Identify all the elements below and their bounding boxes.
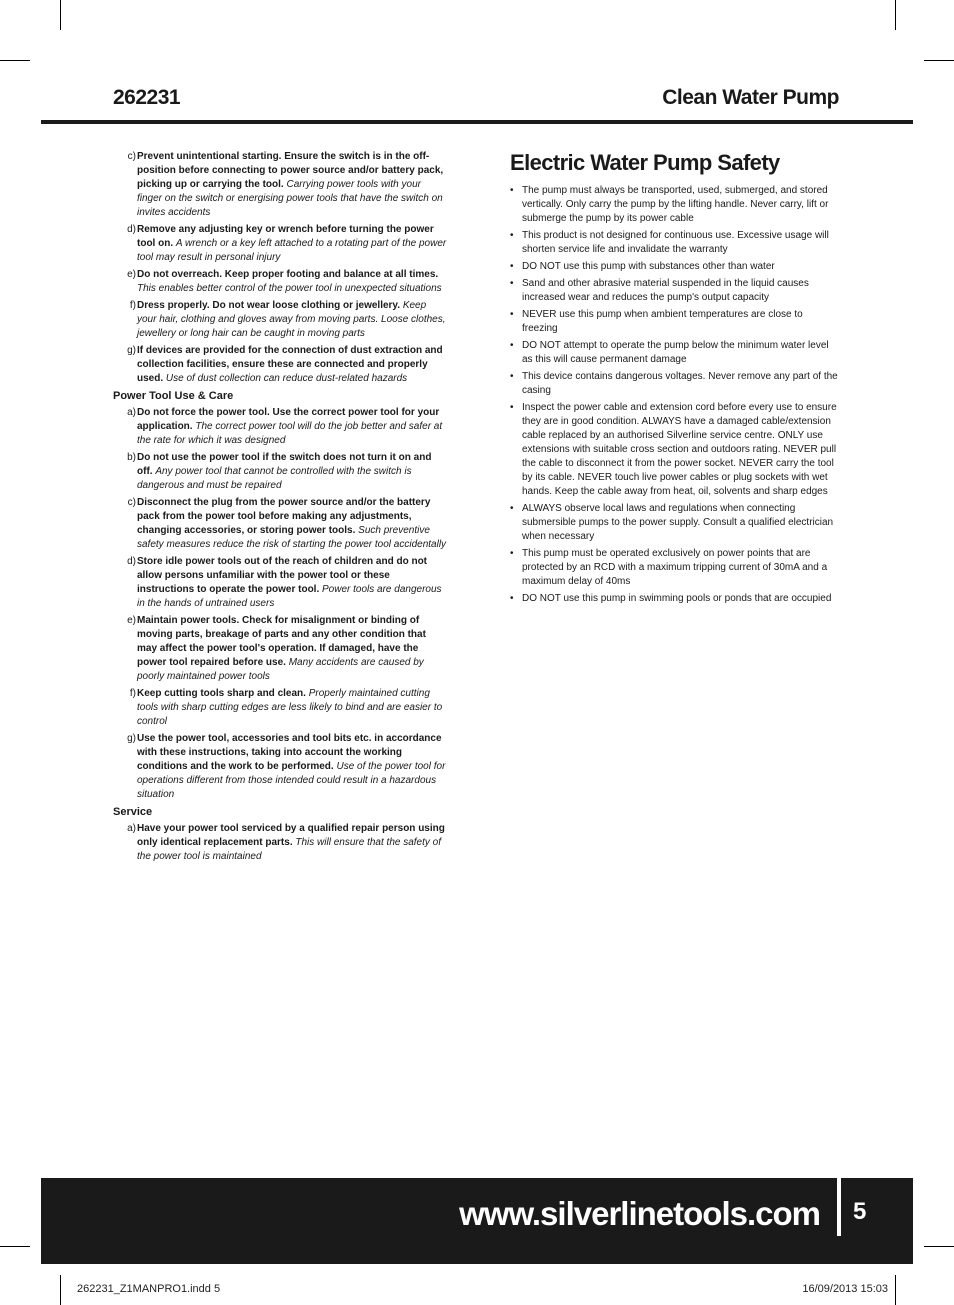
crop-mark bbox=[0, 1246, 30, 1247]
bullet-item bbox=[510, 502, 840, 544]
bullet-icon: • bbox=[510, 593, 514, 604]
bullet-text: This product is not designed for continuous use. Excessive usage will shorten service life and invalidate the warranty bbox=[522, 230, 829, 255]
slug-file: 262231_Z1MANPRO1.indd 5 bbox=[77, 1283, 221, 1295]
left-column bbox=[113, 150, 448, 867]
bullet-icon: • bbox=[510, 261, 514, 272]
bullet-item bbox=[510, 277, 840, 305]
bullet-icon: • bbox=[510, 185, 514, 196]
product-name: Clean Water Pump bbox=[662, 86, 839, 109]
section-title: Electric Water Pump Safety bbox=[510, 150, 780, 175]
slug-datetime: 16/09/2013 15:03 bbox=[802, 1283, 888, 1295]
item-letter: e) bbox=[127, 615, 136, 626]
list-item bbox=[113, 822, 448, 864]
list-item bbox=[113, 344, 448, 386]
items-top-list bbox=[113, 150, 448, 386]
item-letter: c) bbox=[127, 151, 136, 162]
bullet-text: Inspect the power cable and extension cord before every use to ensure they are in good condition. ALWAYS have a damaged cable/extension cable replaced by an authorised Silverline service centre. ONLY use extensions with suitable cross section and outdoors rating. NEVER pull the cable to disconnect it from the power socket. NEVER carry the tool by its cable. NEVER touch live power cables or plug sockets with wet hands. Keep the cable away from heat, oil, solvents and sharp edges bbox=[522, 402, 837, 497]
bullet-icon: • bbox=[510, 309, 514, 320]
item-instruction: Maintain power tools. Check for misalignment or binding of moving parts, breakage of parts and any other condition that may affect the power tool's operation. If damaged, have the power tool repaired before use. bbox=[137, 615, 426, 668]
bullet-icon: • bbox=[510, 230, 514, 241]
items-service-list bbox=[113, 822, 448, 864]
bullet-text: The pump must always be transported, used, submerged, and stored vertically. Only carry the pump by the lifting handle. Never carry, lift or submerge the pump by its power cable bbox=[522, 185, 829, 224]
item-letter: c) bbox=[127, 497, 136, 508]
item-instruction: Keep cutting tools sharp and clean. bbox=[137, 688, 306, 699]
item-letter: f) bbox=[129, 688, 136, 699]
product-number: 262231 bbox=[113, 86, 181, 109]
items-power-list bbox=[113, 406, 448, 802]
service-heading: Service bbox=[113, 806, 153, 818]
item-instruction: Dress properly. Do not wear loose clothing or jewellery. bbox=[137, 300, 401, 311]
list-item bbox=[113, 496, 448, 552]
bullet-icon: • bbox=[510, 278, 514, 289]
bullet-icon: • bbox=[510, 402, 514, 413]
bullet-item bbox=[510, 308, 840, 336]
item-instruction: Remove any adjusting key or wrench before turning the power tool on. bbox=[137, 224, 434, 249]
item-explanation: Keep your hair, clothing and gloves away from moving parts. Loose clothes, jewellery or long hair can be caught in moving parts bbox=[137, 300, 446, 339]
website-link[interactable]: www.silverlinetools.com bbox=[459, 1195, 820, 1232]
crop-mark bbox=[924, 60, 954, 61]
item-instruction: If devices are provided for the connection of dust extraction and collection facilities, ensure these are connected and properly used. bbox=[137, 345, 443, 384]
bullet-icon: • bbox=[510, 371, 514, 382]
item-explanation: Properly maintained cutting tools with sharp cutting edges are less likely to bind and are easier to control bbox=[137, 688, 443, 727]
item-letter: f) bbox=[129, 300, 136, 311]
item-explanation: Use of dust collection can reduce dust-related hazards bbox=[165, 373, 408, 384]
list-item bbox=[113, 223, 448, 265]
crop-mark bbox=[0, 60, 30, 61]
item-instruction: Prevent unintentional starting. Ensure the switch is in the off-position before connecting to power source and/or battery pack, picking up or carrying the tool. bbox=[137, 151, 444, 190]
bullet-item bbox=[510, 260, 840, 274]
crop-mark bbox=[895, 1275, 896, 1305]
item-explanation: The correct power tool will do the job better and safer at the rate for which it was designed bbox=[137, 421, 443, 446]
item-letter: g) bbox=[127, 733, 136, 744]
list-item bbox=[113, 406, 448, 448]
list-item bbox=[113, 555, 448, 611]
item-letter: e) bbox=[127, 269, 136, 280]
list-item bbox=[113, 268, 448, 296]
crop-mark bbox=[895, 0, 896, 30]
bullet-icon: • bbox=[510, 340, 514, 351]
item-explanation: Carrying power tools with your finger on the switch or energising power tools that have the switch on invites accidents bbox=[137, 179, 443, 218]
crop-mark bbox=[60, 1275, 61, 1305]
page-number: 5 bbox=[853, 1198, 867, 1225]
crop-mark bbox=[924, 1246, 954, 1247]
item-letter: a) bbox=[127, 407, 136, 418]
bullet-text: NEVER use this pump when ambient temperatures are close to freezing bbox=[522, 309, 803, 334]
bullet-icon: • bbox=[510, 503, 514, 514]
bullet-text: This device contains dangerous voltages. Never remove any part of the casing bbox=[522, 371, 838, 396]
item-letter: a) bbox=[127, 823, 136, 834]
bullet-text: ALWAYS observe local laws and regulations when connecting submersible pumps to the power supply. Consult a qualified electrician when necessary bbox=[522, 503, 834, 542]
bullet-item bbox=[510, 370, 840, 398]
item-explanation: Any power tool that cannot be controlled with the switch is dangerous and must be repaired bbox=[137, 466, 412, 491]
footer-bar bbox=[41, 1178, 913, 1264]
bullet-text: DO NOT use this pump in swimming pools or ponds that are occupied bbox=[522, 593, 832, 604]
list-item bbox=[113, 150, 448, 220]
bullet-item bbox=[510, 401, 840, 499]
list-item bbox=[113, 614, 448, 684]
bullet-item bbox=[510, 339, 840, 367]
item-letter: d) bbox=[127, 224, 136, 235]
item-explanation: Such preventive safety measures reduce the risk of starting the power tool accidentally bbox=[137, 525, 447, 550]
item-instruction: Store idle power tools out of the reach of children and do not allow persons unfamiliar with the power tool or these instructions to operate the power tool. bbox=[137, 556, 428, 595]
item-explanation: Use of the power tool for operations different from those intended could result in a hazardous situation bbox=[137, 761, 446, 800]
item-instruction: Use the power tool, accessories and tool bits etc. in accordance with these instructions, taking into account the working conditions and the work to be performed. bbox=[137, 733, 442, 772]
crop-mark bbox=[60, 0, 61, 30]
item-letter: b) bbox=[127, 452, 136, 463]
item-instruction: Do not use the power tool if the switch does not turn it on and off. bbox=[137, 452, 432, 477]
header-rule bbox=[41, 120, 913, 124]
item-explanation: Power tools are dangerous in the hands of untrained users bbox=[137, 584, 442, 609]
bullet-text: DO NOT use this pump with substances other than water bbox=[522, 261, 775, 272]
right-column bbox=[510, 150, 840, 609]
item-letter: g) bbox=[127, 345, 136, 356]
safety-bullet-list bbox=[510, 184, 840, 606]
bullet-text: This pump must be operated exclusively on power points that are protected by an RCD with a maximum tripping current of 30mA and a maximum delay of 40ms bbox=[522, 548, 828, 587]
power-tool-heading: Power Tool Use & Care bbox=[113, 390, 234, 402]
bullet-item bbox=[510, 184, 840, 226]
item-explanation: Many accidents are caused by poorly maintained power tools bbox=[137, 657, 424, 682]
list-item bbox=[113, 299, 448, 341]
item-explanation: This will ensure that the safety of the power tool is maintained bbox=[137, 837, 442, 862]
item-instruction: Do not force the power tool. Use the correct power tool for your application. bbox=[137, 407, 440, 432]
item-instruction: Disconnect the plug from the power source and/or the battery pack from the power tool before making any adjustments, changing accessories, or storing power tools. bbox=[137, 497, 431, 536]
list-item bbox=[113, 687, 448, 729]
bullet-text: Sand and other abrasive material suspended in the liquid causes increased wear and reduces the pump's output capacity bbox=[522, 278, 809, 303]
footer-divider bbox=[837, 1178, 841, 1236]
bullet-icon: • bbox=[510, 548, 514, 559]
item-letter: d) bbox=[127, 556, 136, 567]
bullet-item bbox=[510, 547, 840, 589]
item-instruction: Have your power tool serviced by a qualified repair person using only identical replacement parts. bbox=[137, 823, 445, 848]
bullet-item bbox=[510, 229, 840, 257]
item-instruction: Do not overreach. Keep proper footing and balance at all times. bbox=[137, 269, 439, 280]
bullet-text: DO NOT attempt to operate the pump below the minimum water level as this will cause permanent damage bbox=[522, 340, 829, 365]
item-explanation: This enables better control of the power tool in unexpected situations bbox=[137, 283, 442, 294]
bullet-item bbox=[510, 592, 840, 606]
item-explanation: A wrench or a key left attached to a rotating part of the power tool may result in personal injury bbox=[137, 238, 447, 263]
list-item bbox=[113, 732, 448, 802]
list-item bbox=[113, 451, 448, 493]
